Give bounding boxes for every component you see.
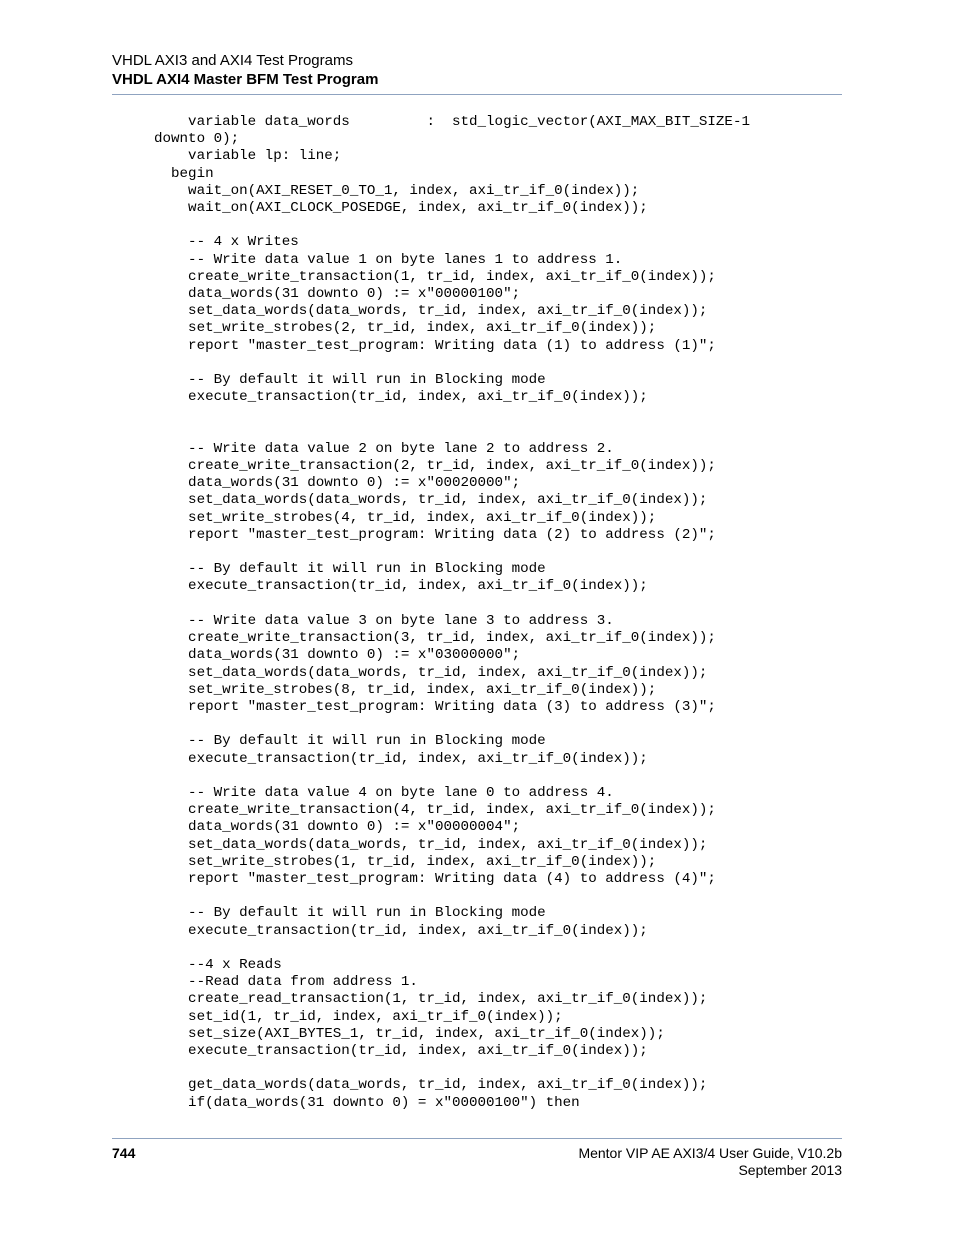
code-line: create_write_transaction(3, tr_id, index, axi_tr_if_0(index)); — [154, 630, 716, 647]
code-line: set_id(1, tr_id, index, axi_tr_if_0(index)); — [154, 1008, 563, 1025]
code-line: -- By default it will run in Blocking mode — [154, 372, 546, 389]
code-line: create_write_transaction(2, tr_id, index, axi_tr_if_0(index)); — [154, 458, 716, 475]
code-line: -- 4 x Writes — [154, 234, 299, 251]
publication-date: September 2013 — [738, 1162, 842, 1178]
code-line: -- By default it will run in Blocking mode — [154, 905, 546, 922]
code-line: execute_transaction(tr_id, index, axi_tr_if_0(index)); — [154, 1042, 648, 1059]
code-line: --4 x Reads — [154, 956, 282, 973]
code-line: variable data_words : std_logic_vector(AXI_MAX_BIT_SIZE-1 — [154, 114, 750, 130]
code-line: create_write_transaction(4, tr_id, index, axi_tr_if_0(index)); — [154, 802, 716, 819]
footer-divider — [112, 1138, 842, 1139]
code-line: set_data_words(data_words, tr_id, index, axi_tr_if_0(index)); — [154, 492, 708, 509]
code-line: variable lp: line; — [154, 148, 342, 165]
code-line: set_data_words(data_words, tr_id, index, axi_tr_if_0(index)); — [154, 836, 708, 853]
guide-title: Mentor VIP AE AXI3/4 User Guide, V10.2b — [578, 1145, 842, 1161]
code-line: execute_transaction(tr_id, index, axi_tr_if_0(index)); — [154, 578, 648, 595]
code-line: -- By default it will run in Blocking mode — [154, 733, 546, 750]
code-line: set_write_strobes(8, tr_id, index, axi_tr_if_0(index)); — [154, 681, 657, 698]
code-line: execute_transaction(tr_id, index, axi_tr_if_0(index)); — [154, 922, 648, 939]
code-line: wait_on(AXI_RESET_0_TO_1, index, axi_tr_if_0(index)); — [154, 182, 640, 199]
page-number: 744 — [112, 1145, 136, 1161]
code-line: set_data_words(data_words, tr_id, index, axi_tr_if_0(index)); — [154, 303, 708, 320]
code-line: execute_transaction(tr_id, index, axi_tr_if_0(index)); — [154, 389, 648, 406]
code-line: begin — [154, 165, 214, 182]
code-line: data_words(31 downto 0) := x"00020000"; — [154, 475, 521, 492]
code-line: set_write_strobes(1, tr_id, index, axi_tr_if_0(index)); — [154, 853, 657, 870]
subsection-title: VHDL AXI4 Master BFM Test Program — [112, 71, 379, 88]
code-line: -- Write data value 1 on byte lanes 1 to address 1. — [154, 251, 623, 268]
code-line: set_write_strobes(2, tr_id, index, axi_tr_if_0(index)); — [154, 320, 657, 337]
code-line: get_data_words(data_words, tr_id, index, axi_tr_if_0(index)); — [154, 1077, 708, 1094]
code-line: create_read_transaction(1, tr_id, index, axi_tr_if_0(index)); — [154, 991, 708, 1008]
header-divider — [112, 94, 842, 95]
code-listing — [154, 114, 750, 1112]
code-line: -- By default it will run in Blocking mode — [154, 561, 546, 578]
code-line: -- Write data value 2 on byte lane 2 to address 2. — [154, 440, 614, 457]
code-line: data_words(31 downto 0) := x"00000004"; — [154, 819, 521, 836]
code-line: set_data_words(data_words, tr_id, index, axi_tr_if_0(index)); — [154, 664, 708, 681]
code-line: execute_transaction(tr_id, index, axi_tr_if_0(index)); — [154, 750, 648, 767]
code-line: report "master_test_program: Writing data (3) to address (3)"; — [154, 698, 716, 715]
footer-info — [578, 1145, 842, 1179]
code-line: data_words(31 downto 0) := x"00000100"; — [154, 286, 521, 303]
code-line: wait_on(AXI_CLOCK_POSEDGE, index, axi_tr_if_0(index)); — [154, 200, 648, 217]
section-title: VHDL AXI3 and AXI4 Test Programs — [112, 52, 353, 69]
page-header — [112, 51, 842, 89]
code-line: set_write_strobes(4, tr_id, index, axi_tr_if_0(index)); — [154, 509, 657, 526]
code-line: report "master_test_program: Writing data (4) to address (4)"; — [154, 870, 716, 887]
code-line: create_write_transaction(1, tr_id, index, axi_tr_if_0(index)); — [154, 268, 716, 285]
code-line: -- Write data value 4 on byte lane 0 to address 4. — [154, 784, 614, 801]
code-line: if(data_words(31 downto 0) = x"00000100") then — [154, 1094, 580, 1111]
code-line: downto 0); — [154, 131, 240, 148]
code-line: data_words(31 downto 0) := x"03000000"; — [154, 647, 521, 664]
code-line: report "master_test_program: Writing data (2) to address (2)"; — [154, 526, 716, 543]
code-line: set_size(AXI_BYTES_1, tr_id, index, axi_tr_if_0(index)); — [154, 1025, 665, 1042]
code-line: report "master_test_program: Writing data (1) to address (1)"; — [154, 337, 716, 354]
code-line: -- Write data value 3 on byte lane 3 to address 3. — [154, 612, 614, 629]
code-line: --Read data from address 1. — [154, 974, 418, 991]
